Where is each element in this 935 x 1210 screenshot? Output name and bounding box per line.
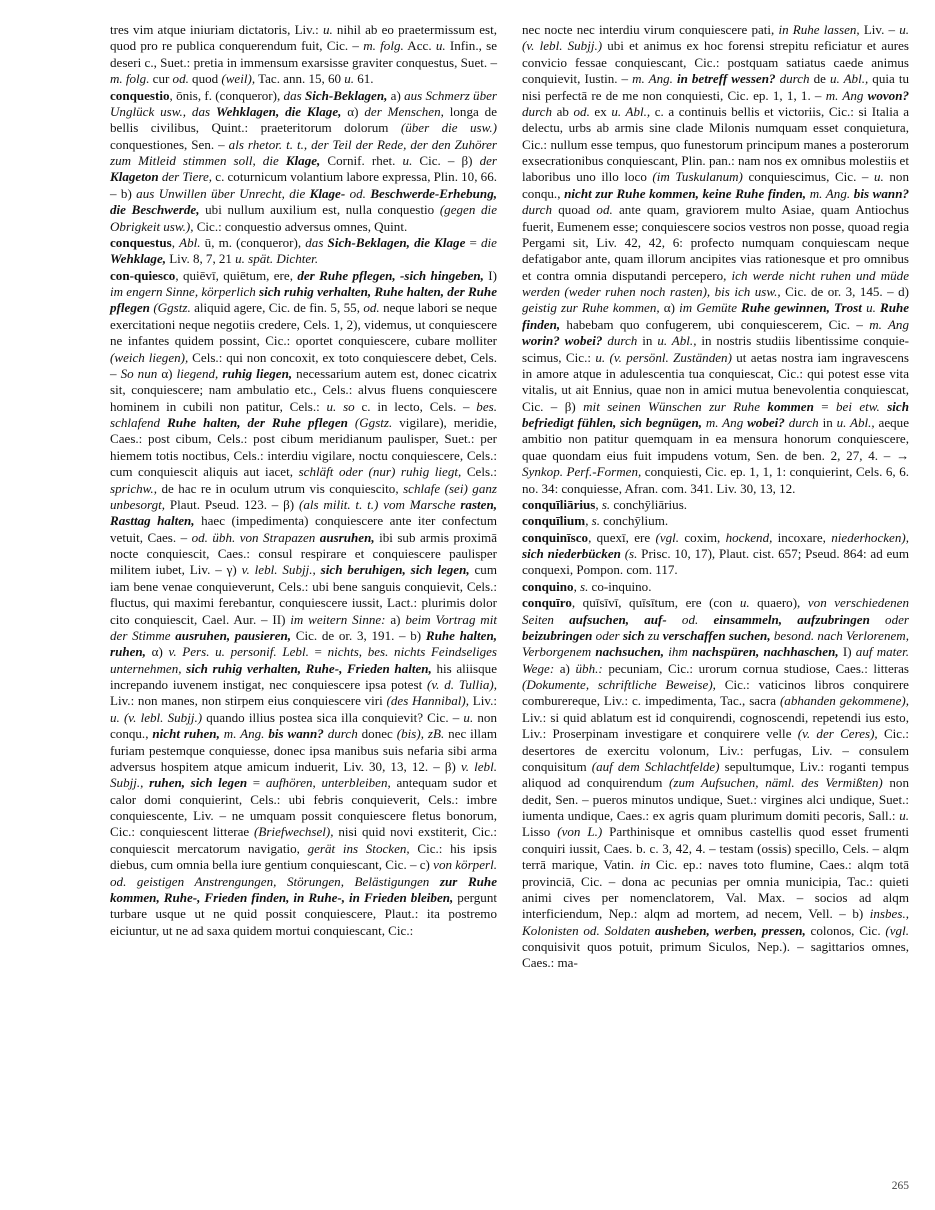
entry-con-quiesco: con-quiesco, quiēvī, quiētum, ere, der Ruhe pflegen, -sich hingeben, I) im engern Sinne, körperlich sich ruhig verhalten, Ruhe halten, der Ruhe pflegen (Ggstz. aliquid agere, Cic. de fin. 5, 55, od. neque labori se neque exercitationi neque negotiis credere, Cels. 1, 2), videmus, ut conquiescere ne infantes quidem possint, Cic.: oportet conquiescere, cubare molliter (weich liegen), Cels.: qui non concoxit, ex toto conquiescere debet, Cels. – So nun α) liegend, ruhig liegen, necessarium autem est, donec cicatrix sit, conquiescere; nam ambulatio etc., Cels.: alvus fluens conquiescere hominem in cubili non patitur, Cels.: u. so c. in lecto, Cels. – bes. schlafend Ruhe halten, der Ruhe pflegen (Ggstz. vigilare), meridie, Caes.: post cibum, Cels.: post cibum meridianum paulisper, Suet.: per hiemem totis noctibus, Cels.: interdiu vigilare, noctu conquiescere, Cels.: cum conquiescit aliquis aut iacet, schläft oder (nur) ruhig liegt, Cels.: sprichw., de hac re in oculum utrum vis conquiescito, schlafe (sei) ganz unbesorgt, Plaut. Pseud. 123. – β) (als milit. t. t.) vom Marsche rasten, Rasttag halten, haec (impedimenta) conquiescere ante iter confectum vetuit, Caes. – od. übh. von Strapazen ausruhen, ibi sub armis proximā nocte conquiescit, Caes.: consul respirare et conquiescere paulisper militem iubet, Liv. – γ) v. lebl. Subjj., sich beruhigen, sich legen, cum iam bene venae conquieverunt, Cels.: ubi bene sanguis conquievit, Cels.: fluctus, qui maximi ferebantur, conquiescere iussit, Lact.: plurimis dolor cito conquiescit, Cael. Aur. – II) im weitern Sinne: a) beim Vortrag mit der Stimme ausruhen, pausieren, Cic. de or. 3, 191. – b) Ruhe halten, ruhen, α) v. Pers. u. personif. Lebl. = nichts, bes. nichts Feindseliges unternehmen, sich ruhig verhalten, Ruhe-, Frieden halten, his aliisque increpando iuvenem instigat, nec conquiescere ipsa potest (v. d. Tullia), Liv.: non manes, non stirpem eius conquiescere viri (des Hannibal), Liv.: u. (v. lebl. Subjj.) quando illius postea sica illa conquievit? Cic. – u. non conqu., nicht ruhen, m. Ang. bis wann? durch donec (bis), zB. nec illam furiam pestemque conquiesse, donec ipsa manibus suis nefaria sibi arma adversus hospitem atque amicum induerit, Liv. 30, 13, 12. – β) v. lebl. Subjj., ruhen, sich legen = aufhören, unterbleiben, antequam sudor et calor domi conquierint, Cels.: ubi febris conquieverit, Cels.: imbre conquiescente, Liv. – ne umquam possit conquiescere fletus bonorum, Cic.: conquiescent litterae (Briefwechsel), nisi quid novi exstiterit, Cic.: conquiescit mercatorum navigatio, gerät ins Stocken, Cic.: his ipsis diebus, cum omnia bella iure gentium conquiescant, Cic. – c) von körperl. od. geistigen Anstrengungen, Störungen, Belästigungen zur Ruhe kommen, Ruhe-, Frieden finden, in Ruhe-, in Frieden bleiben, pergunt turbare usque ut ne quid possit conquiescere, Plaut.: ita postremo eiciuntur, ut ne ad saxa quidem mortui conquiescant, Cic.:: [110, 267, 498, 938]
entry-conquestus-continuation: tres vim atque iniuriam dictatoris, Liv.: u. nihil ab eo praetermissum est, quod pro re publica conquerendum fuit, Cic. – m. folg. Acc. u. Infin., se deseri c., Suet.: pretia in immensum exarsisse graviter conquestus, Suet. – m. folg. cur od. quod (weil), Tac. ann. 15, 60 u. 61.: [110, 22, 498, 87]
entry-conquinisco: conquinīsco, quexī, ere (vgl. coxim, hockend, incoxare, niederhocken), sich niederbücken (s. Prisc. 10, 17), Plaut. cist. 657; Pseud. 864: ad eum conquexi, Pompon. com. 117.: [522, 529, 910, 578]
entry-conquestio: conquestio, ōnis, f. (conqueror), das Sich-Beklagen, a) aus Schmerz über Unglück usw., das Wehklagen, die Klage, α) der Menschen, longa de bellis civilibus, Quint.: praeteritorum dolorum (über die usw.) conquestiones, Sen. – als rhetor. t. t., der Teil der Rede, der den Zuhörer zum Mitleid stimmen soll, die Klage, Cornif. rhet. u. Cic. – β) der Klageton der Tiere, c. coturnicum volantium labore expressa, Plin. 10, 66. – b) aus Unwillen über Unrecht, die Klage- od. Beschwerde-Erhebung, die Beschwerde, ubi nullum auxilium est, nulla conquestio (gegen die Obrigkeit usw.), Cic.: conquestio adversus omnes, Quint.: [110, 87, 498, 234]
page-number: 265: [891, 1180, 909, 1192]
right-text-column: [522, 22, 909, 1152]
two-column-text-body: [110, 22, 910, 1152]
entry-conquino: conquino, s. co-inquino.: [522, 578, 652, 594]
entry-conquestus: conquestus, Abl. ū, m. (conqueror), das Sich-Beklagen, die Klage = die Wehklage, Liv. 8, 7, 21 u. spät. Dichter.: [110, 234, 497, 267]
left-text-column: [110, 22, 497, 1152]
entry-conquilium: conquīlium, s. conchȳlium.: [522, 513, 669, 529]
entry-conquiro: conquīro, quīsīvī, quīsītum, ere (con u. quaero), von verschiedenen Seiten aufsuchen, auf- od. einsammeln, aufzubringen oder beizubringen oder sich zu verschaffen suchen, besond. nach Verlorenem, Verborgenem nachsuchen, ihm nachspüren, nachhaschen, I) auf mater. Wege: a) übh.: pecuniam, Cic.: urorum cornua studiose, Caes.: litteras (Dokumente, schriftliche Beweise), Cic.: vaticinos libros conquirere comburereque, Liv.: c. impedimenta, Tac., sacra (abhanden gekommene), Liv.: si quid ablatum est id conquirendi, cognoscendi, repetendi ius esto, Liv.: Proserpinam investigare et conquirere velle (v. der Ceres), Cic.: desertores de exercitu volonum, Liv.: perfugas, Liv. – consulem conquisitum (auf dem Schlachtfelde) sepultumque, Liv.: roganti tempus aliquod ad conquirendum (zum Aufsuchen, näml. des Vermißten) non dedit, Sen. – pueros minutos undique, Suet.: virgines alci undique, Suet.: iumenta undique, Caes.: ex agris quam plurimum domiti pecoris, Sall.: u. Lisso (von L.) Parthinisque et omnibus castellis quod esset frumenti conquiri iussit, Caes. b. c. 3, 42, 4. – testam (ossis) specillo, Cels. – alqm terrā marique, Vatin. in Cic. ep.: naves toto flumine, Caes.: alqm totā provinciā, Cic. – dona ac pecunias per omnia municipia, Tac.: quieti animi cives per nomenclatorem, Val. Max. – socios ad alqm interficiendum, Nep.: alqm ad mortem, ad necem, Vell. – b) insbes., Kolonisten od. Soldaten ausheben, werben, pressen, colonos, Cic. (vgl. conquisivit quos potuit, primum Siculos, Nep.). – sagittarios omnes, Caes.: ma-: [522, 595, 910, 971]
entry-con-quiesco-continuation: nec nocte nec interdiu virum conquiescere pati, in Ruhe lassen, Liv. – u. (v. lebl. Subjj.) ubi et animus ex hoc forensi strepitu reficiatur et aures convicio fessae conquiescant, Cic.: postquam satiatus caede animus conquievit, Iustin. – m. Ang. in betreff wessen? durch de u. Abl., quia tu nisi perfectā re de me non conquiesti, Cic. ep. 1, 1, 1. – m. Ang wovon? durch ab od. ex u. Abl., c. a continuis bellis et victoriis, Cic.: si Italia a delectu, urbs ab armis sine clade Milonis numquam esset conquietura, Cic.: nullum esse tempus, quo funestorum principum manes a posterorum exsecrationibus conquiescant, Plin. pan.: nam nos ex omnibus molestiis et laboribus uno illo loco (im Tuskulanum) conquiescimus, Cic. – u. non conqu., nicht zur Ruhe kommen, keine Ruhe finden, m. Ang. bis wann? durch quoad od. ante quam, graviorem multo Asiae, quam Antiochus fuerit, Eumenem esse; conquiescere socios vestros non posse, quoad regia Pergami sit, Liv. 42, 42, 6: profecto numquam conquiescam neque defatigabor ante, quam illorum ancipites vias rationesque et pro omnibus et contra omnia disputandi percepero, ich werde nicht ruhen und müde werden (weder ruhen noch rasten), bis ich usw., Cic. de or. 3, 145. – d) geistig zur Ruhe kommen, α) im Gemüte Ruhe gewinnen, Trost u. Ruhe finden, habebam quo confugerem, ubi conquiescerem, Cic. – m. Ang worin? wobei? durch in u. Abl., in nostris studiis libentissime conquiescimus, Cic.: u. (v. persönl. Zuständen) ut aetas nostra iam ingravescens in amore atque in adulescentia tua conquiescat, Cic.: qui potest esse vita vitalis, ut ait Ennius, quae non in amici mutua benevolentia conquiescat, Cic. – β) mit seinen Wünschen zur Ruhe kommen = bei etw. sich befriedigt fühlen, sich begnügen, m. Ang wobei? durch in u. Abl., aeque ambitio non patitur quemquam in ea mensura honorum conquiescere, quae quondam eius fuit impudens votum, Sen. de ben. 2, 27, 4. – → Synkop. Perf.-Formen, conquiesti, Cic. ep. 1, 1, 1: conquierint, Cels. 6, 6. no. 34: conquiesse, Afran. com. 341. Liv. 30, 13, 12.: [522, 22, 910, 496]
entry-conquiliarius: conquīliārius, s. conchȳliārius.: [522, 496, 688, 512]
